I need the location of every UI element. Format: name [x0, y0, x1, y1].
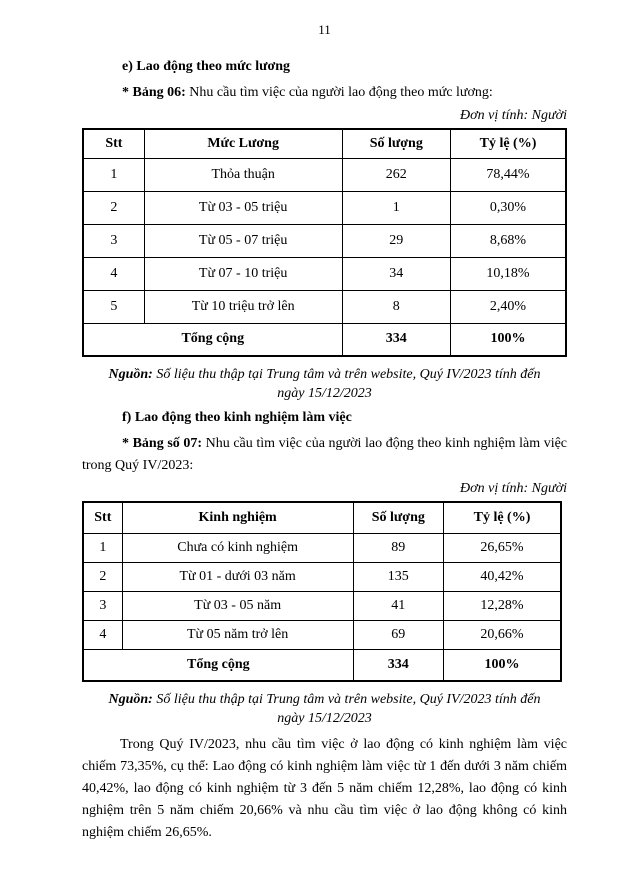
table-cell: 29: [342, 224, 450, 257]
source-text: Số liệu thu thập tại Trung tâm và trên website, Quý IV/2023 tính đến: [152, 692, 541, 707]
table-06-head: [83, 129, 566, 158]
table-header-row: [83, 502, 561, 533]
column-header: Tỷ lệ (%): [451, 129, 567, 158]
table-row: [83, 257, 566, 290]
table-cell: 40,42%: [443, 562, 561, 591]
column-header: Kinh nghiệm: [122, 502, 353, 533]
table-total-row: [83, 649, 561, 681]
column-header: Số lượng: [353, 502, 443, 533]
table-cell: 8,68%: [451, 224, 567, 257]
table-cell: 41: [353, 591, 443, 620]
table-06-caption: [82, 82, 567, 104]
table-cell: 20,66%: [443, 620, 561, 649]
total-quantity: 334: [342, 323, 450, 356]
total-label: Tổng cộng: [83, 323, 342, 356]
table-07-caption-label: * Bảng số 07:: [122, 436, 203, 451]
page-number: 11: [318, 22, 331, 37]
total-rate: 100%: [451, 323, 567, 356]
table-cell: Từ 03 - 05 năm: [122, 591, 353, 620]
table-cell: 8: [342, 290, 450, 323]
table-cell: 262: [342, 158, 450, 191]
table-cell: 4: [83, 257, 144, 290]
table-row: [83, 191, 566, 224]
table-cell: 2: [83, 562, 122, 591]
total-label: Tổng cộng: [83, 649, 353, 681]
source-date: ngày 15/12/2023: [277, 711, 372, 726]
source-text: Số liệu thu thập tại Trung tâm và trên website, Quý IV/2023 tính đến: [152, 367, 541, 382]
table-cell: 2: [83, 191, 144, 224]
table-cell: 2,40%: [451, 290, 567, 323]
table-row: [83, 533, 561, 562]
total-rate: 100%: [443, 649, 561, 681]
table-row: [83, 562, 561, 591]
section-f-heading: f) Lao động theo kinh nghiệm làm việc: [122, 410, 352, 425]
table-cell: Từ 05 - 07 triệu: [144, 224, 342, 257]
source-label: Nguồn:: [108, 692, 153, 707]
table-06-salary: [82, 128, 567, 357]
table-07-head: [83, 502, 561, 533]
table-total-row: [83, 323, 566, 356]
table-07-experience: [82, 501, 562, 682]
table-row: [83, 591, 561, 620]
table-cell: 1: [342, 191, 450, 224]
table-row: [83, 290, 566, 323]
unit-note-table-06: Đơn vị tính: Người: [460, 108, 567, 123]
table-row: [83, 224, 566, 257]
table-cell: Từ 03 - 05 triệu: [144, 191, 342, 224]
column-header: Tỷ lệ (%): [443, 502, 561, 533]
closing-paragraph: Trong Quý IV/2023, nhu cầu tìm việc ở lao động có kinh nghiệm làm việc chiếm 73,35%, cụ thể: Lao động có kinh nghiệm làm việc từ 1 đến dưới 3 năm chiếm 40,42%, lao động có kinh nghiệm từ 3 đến 5 năm chiếm 12,28%, lao động có kinh nghiệm trên 5 năm chiếm 20,66% và nhu cầu tìm việc ở lao động không có kinh nghiệm chiếm 26,65%.: [82, 737, 567, 840]
table-row: [83, 158, 566, 191]
table-cell: 135: [353, 562, 443, 591]
table-cell: 4: [83, 620, 122, 649]
table-header-row: [83, 129, 566, 158]
table-cell: Từ 10 triệu trở lên: [144, 290, 342, 323]
table-07-foot: [83, 649, 561, 681]
source-date: ngày 15/12/2023: [277, 386, 372, 401]
table-cell: 1: [83, 533, 122, 562]
table-07-body: [83, 533, 561, 649]
table-07-caption: [82, 433, 567, 477]
table-cell: 69: [353, 620, 443, 649]
table-cell: 78,44%: [451, 158, 567, 191]
table-cell: Từ 05 năm trở lên: [122, 620, 353, 649]
table-cell: 12,28%: [443, 591, 561, 620]
table-cell: 3: [83, 591, 122, 620]
source-label: Nguồn:: [108, 367, 153, 382]
table-row: [83, 620, 561, 649]
table-cell: 0,30%: [451, 191, 567, 224]
table-cell: Chưa có kinh nghiệm: [122, 533, 353, 562]
table-cell: 26,65%: [443, 533, 561, 562]
table-06-caption-label: * Bảng 06:: [122, 85, 186, 100]
source-note-table-06: [82, 365, 567, 403]
column-header: Stt: [83, 502, 122, 533]
table-cell: 5: [83, 290, 144, 323]
source-note-table-07: [82, 690, 567, 728]
table-06-body: [83, 158, 566, 323]
column-header: Stt: [83, 129, 144, 158]
table-cell: 34: [342, 257, 450, 290]
unit-note-table-07: Đơn vị tính: Người: [460, 481, 567, 496]
table-cell: 10,18%: [451, 257, 567, 290]
table-cell: Thỏa thuận: [144, 158, 342, 191]
table-cell: Từ 01 - dưới 03 năm: [122, 562, 353, 591]
section-e-heading: e) Lao động theo mức lương: [122, 59, 291, 74]
table-cell: Từ 07 - 10 triệu: [144, 257, 342, 290]
total-quantity: 334: [353, 649, 443, 681]
column-header: Mức Lương: [144, 129, 342, 158]
table-07-caption-text: Nhu cầu tìm việc của người lao động theo kinh nghiệm làm việc trong Quý IV/2023:: [82, 436, 568, 473]
table-cell: 1: [83, 158, 144, 191]
column-header: Số lượng: [342, 129, 450, 158]
table-06-caption-text: Nhu cầu tìm việc của người lao động theo mức lương:: [185, 85, 493, 100]
table-cell: 89: [353, 533, 443, 562]
table-06-foot: [83, 323, 566, 356]
table-cell: 3: [83, 224, 144, 257]
